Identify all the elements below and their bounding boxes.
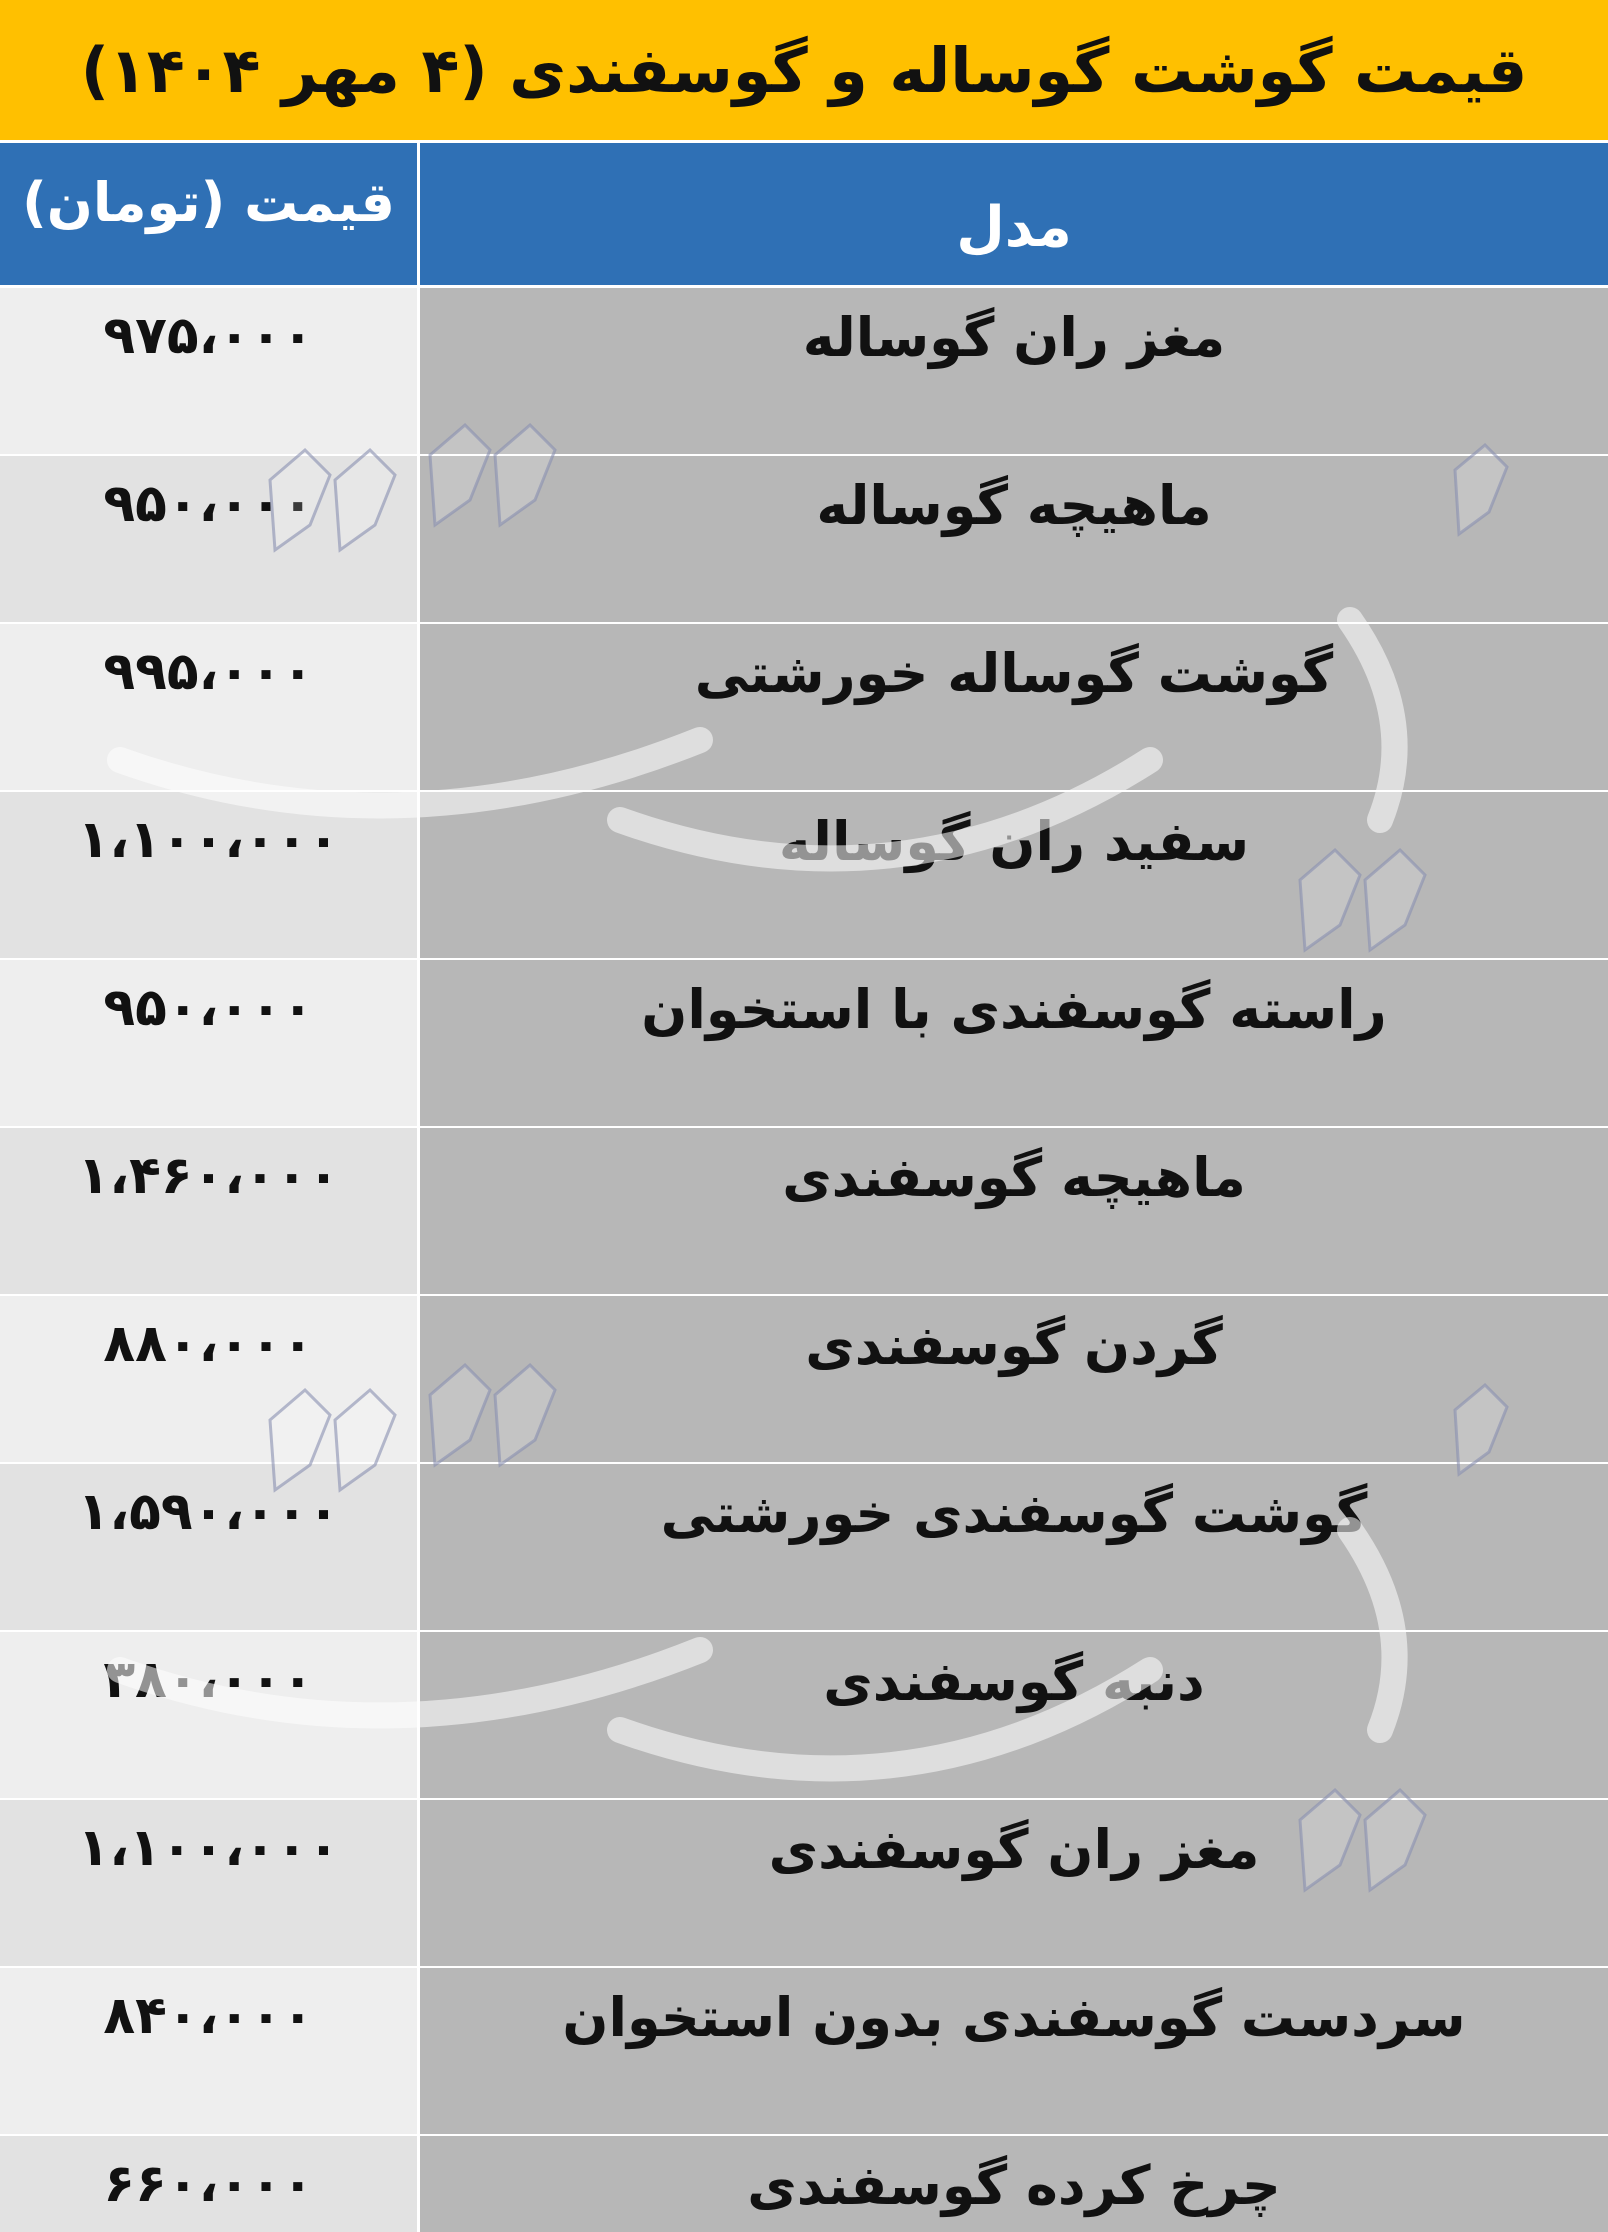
model-cell: مغز ران گوسفندی bbox=[420, 1800, 1608, 1966]
model-cell: چرخ کرده گوسفندی bbox=[420, 2136, 1608, 2232]
table-row bbox=[0, 792, 1608, 960]
price-cell: ۹۹۵،۰۰۰ bbox=[0, 624, 420, 790]
model-cell: گوشت گوسفندی خورشتی bbox=[420, 1464, 1608, 1630]
price-cell: ۳۸۰،۰۰۰ bbox=[0, 1632, 420, 1798]
price-cell: ۸۸۰،۰۰۰ bbox=[0, 1296, 420, 1462]
page-title: قیمت گوشت گوساله و گوسفندی (۴ مهر ۱۴۰۴) bbox=[80, 33, 1528, 107]
model-cell: مغز ران گوساله bbox=[420, 288, 1608, 454]
model-cell: ماهیچه گوساله bbox=[420, 456, 1608, 622]
table-row bbox=[0, 1464, 1608, 1632]
table-row bbox=[0, 1128, 1608, 1296]
table-row bbox=[0, 960, 1608, 1128]
table-row bbox=[0, 1632, 1608, 1800]
table-header bbox=[0, 140, 1608, 288]
price-cell: ۱،۱۰۰،۰۰۰ bbox=[0, 792, 420, 958]
table-row bbox=[0, 456, 1608, 624]
table-row bbox=[0, 288, 1608, 456]
model-cell: سردست گوسفندی بدون استخوان bbox=[420, 1968, 1608, 2134]
price-cell: ۹۵۰،۰۰۰ bbox=[0, 960, 420, 1126]
model-cell: سفید ران گوساله bbox=[420, 792, 1608, 958]
price-cell: ۱،۵۹۰،۰۰۰ bbox=[0, 1464, 420, 1630]
table-body bbox=[0, 288, 1608, 2232]
table-row bbox=[0, 2136, 1608, 2232]
model-cell: راسته گوسفندی با استخوان bbox=[420, 960, 1608, 1126]
price-cell: ۹۷۵،۰۰۰ bbox=[0, 288, 420, 454]
title-bar bbox=[0, 0, 1608, 140]
table-row bbox=[0, 624, 1608, 792]
table-row bbox=[0, 1968, 1608, 2136]
model-cell: گوشت گوساله خورشتی bbox=[420, 624, 1608, 790]
price-cell: ۸۴۰،۰۰۰ bbox=[0, 1968, 420, 2134]
model-cell: ماهیچه گوسفندی bbox=[420, 1128, 1608, 1294]
table-row bbox=[0, 1800, 1608, 1968]
model-column-header: مدل bbox=[956, 195, 1072, 260]
price-cell: ۶۶۰،۰۰۰ bbox=[0, 2136, 420, 2232]
price-cell: ۱،۴۶۰،۰۰۰ bbox=[0, 1128, 420, 1294]
model-cell: دنبه گوسفندی bbox=[420, 1632, 1608, 1798]
price-cell: ۹۵۰،۰۰۰ bbox=[0, 456, 420, 622]
table-row bbox=[0, 1296, 1608, 1464]
price-cell: ۱،۱۰۰،۰۰۰ bbox=[0, 1800, 420, 1966]
model-cell: گردن گوسفندی bbox=[420, 1296, 1608, 1462]
price-column-header: قیمت (تومان) bbox=[0, 143, 420, 285]
